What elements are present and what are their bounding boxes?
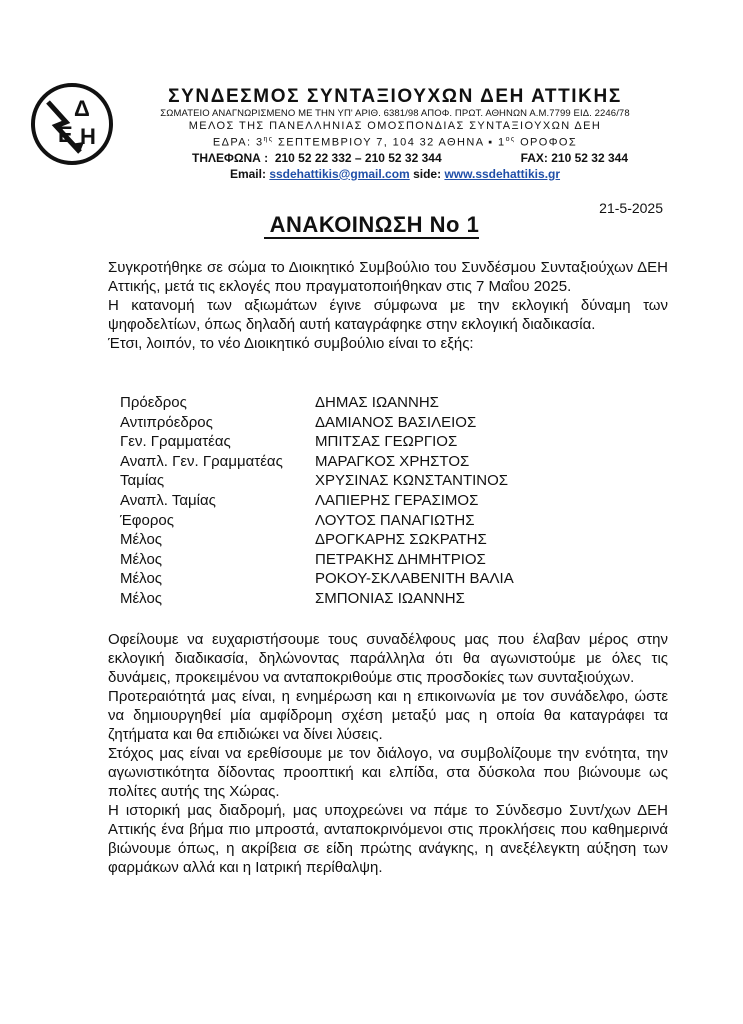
board-role: Έφορος xyxy=(120,511,174,529)
organization-name: ΣΥΝΔΕΣΜΟΣ ΣΥΝΤΑΞΙΟΥΧΩΝ ΔΕΗ ΑΤΤΙΚΗΣ xyxy=(168,86,622,107)
letterhead xyxy=(130,86,660,182)
logo-letter-3: Η xyxy=(80,124,96,149)
association-logo xyxy=(30,82,114,166)
board-list xyxy=(120,393,514,609)
board-member-name: ΛΟΥΤΟΣ ΠΑΝΑΓΙΩΤΗΣ xyxy=(315,511,475,529)
board-member-name: ΜΠΙΤΣΑΣ ΓΕΩΡΓΙΟΣ xyxy=(315,433,458,451)
intro-paragraph-2: Η κατανομή των αξιωμάτων έγινε σύμφωνα με την εκλογική δύναμη των ψηφοδελτίων, όπως δηλαδή αυτή καταγράφηκε στην εκλογική διαδικασία. xyxy=(108,297,668,333)
email-label: Email: xyxy=(229,166,266,181)
email-site-line xyxy=(130,166,660,182)
closing-paragraph-3: Στόχος μας είναι να ερεθίσουμε με τον διάλογο, να συμβολίζουμε την ενότητα, την αγωνιστικότητα δίδοντας προοπτική και ελπίδα, στα δύσκολα που βιώνουμε ως πολίτες αυτής της Χώρας. xyxy=(108,745,668,800)
closing-section xyxy=(108,630,668,877)
site-label: side: xyxy=(413,166,442,181)
logo-letter-1: Δ xyxy=(74,96,90,121)
logo-letter-2: Ε xyxy=(58,122,73,147)
board-row xyxy=(120,413,514,433)
board-role: Αναπλ. Ταμίας xyxy=(120,491,216,509)
board-role: Αντιπρόεδρος xyxy=(120,413,213,431)
intro-paragraph-1: Συγκροτήθηκε σε σώμα το Διοικητικό Συμβούλιο του Συνδέσμου Συνταξιούχων ΔΕΗ Αττικής, μετά τις εκλογές που πραγματοποιήθηκαν στις 7 Μαΐου 2025. xyxy=(108,259,668,295)
board-member-name: ΔΡΟΓΚΑΡΗΣ ΣΩΚΡΑΤΗΣ xyxy=(315,531,487,549)
phones-label: ΤΗΛΕΦΩΝΑ : xyxy=(192,150,269,165)
board-row xyxy=(120,491,514,511)
registration-info: ΣΩΜΑΤΕΙΟ ΑΝΑΓΝΩΡΙΣΜΕΝΟ ΜΕ ΤΗΝ ΥΠ' ΑΡΙΘ. 6381/98 ΑΠΟΦ. ΠΡΩΤ. ΑΘΗΝΩΝ Α.Μ.7799 ΕΙΔ. 2246/78 xyxy=(160,108,630,119)
board-row xyxy=(120,432,514,452)
contact-phones xyxy=(130,150,660,166)
document-title-wrap xyxy=(0,212,743,238)
address: ΕΔΡΑ: $3^{\eta\varsigma}$ ΣΕΠΤΕΜΒΡΙΟΥ 7, 104 32 ΑΘΗΝΑ ▪ $1^{o\varsigma}$ ΟΡΟΦΟΣ xyxy=(212,136,578,149)
board-row xyxy=(120,589,514,609)
board-role: Πρόεδρος xyxy=(120,394,187,411)
intro-paragraph-3: Έτσι, λοιπόν, το νέο Διοικητικό συμβούλιο είναι το εξής: xyxy=(108,335,474,352)
board-row xyxy=(120,452,514,472)
board-member-name: ΔΗΜΑΣ ΙΩΑΝΝΗΣ xyxy=(315,394,439,411)
document-date: 21-5-2025 xyxy=(599,200,663,216)
board-row xyxy=(120,511,514,531)
board-role: Μέλος xyxy=(120,531,163,549)
email-link[interactable]: ssdehattikis@gmail.com xyxy=(269,166,410,181)
board-member-name: ΜΑΡΑΓΚΟΣ ΧΡΗΣΤΟΣ xyxy=(315,452,470,470)
federation-membership: ΜΕΛΟΣ ΤΗΣ ΠΑΝΕΛΛΗΝΙΑΣ ΟΜΟΣΠΟΝΔΙΑΣ ΣΥΝΤΑΞΙΟΥΧΩΝ ΔΕΗ xyxy=(188,120,602,132)
board-role: Αναπλ. Γεν. Γραμματέας xyxy=(120,452,283,470)
board-role: Μέλος xyxy=(120,550,163,568)
board-row xyxy=(120,550,514,570)
board-row xyxy=(120,569,514,589)
document-title: ΑΝΑΚΟΙΝΩΣΗ Νο 1 xyxy=(264,212,480,239)
board-role: Μέλος xyxy=(120,570,163,588)
board-member-name: ΡΟΚΟΥ-ΣΚΛΑΒΕΝΙΤΗ ΒΑΛΙΑ xyxy=(315,570,514,588)
board-member-name: ΧΡΥΣΙΝΑΣ ΚΩΝΣΤΑΝΤΙΝΟΣ xyxy=(315,472,509,490)
closing-paragraph-1: Οφείλουμε να ευχαριστήσουμε τους συναδέλφους μας που έλαβαν μέρος στην εκλογική διαδικασία, δηλώνοντας παράλληλα ότι θα αγωνιστούμε με όλες τις δυνάμεις, προκειμένου να ανταποκριθούμε στις προσδοκίες των συνταξιούχων. xyxy=(108,631,668,686)
board-member-name: ΛΑΠΙΕΡΗΣ ΓΕΡΑΣΙΜΟΣ xyxy=(315,491,479,509)
board-row xyxy=(120,471,514,491)
website-link[interactable]: www.ssdehattikis.gr xyxy=(444,166,561,181)
board-member-name: ΣΜΠΟΝΙΑΣ ΙΩΑΝΝΗΣ xyxy=(315,589,465,607)
intro-section xyxy=(108,258,668,353)
board-row xyxy=(120,393,514,413)
board-member-name: ΠΕΤΡΑΚΗΣ ΔΗΜΗΤΡΙΟΣ xyxy=(315,550,486,568)
closing-paragraph-4: Η ιστορική μας διαδρομή, μας υποχρεώνει να πάμε το Σύνδεσμο Συντ/χων ΔΕΗ Αττικής ένα βήμα πιο μπροστά, ανταποκρινόμενοι στις προκλήσεις που καθημερινά βιώνουμε όπως, η ακρίβεια σε είδη πρώτης ανάγκης, η ανεξέλεγκτη αύξηση των φαρμάκων αλλά και η Ιατρική περίθαλψη. xyxy=(108,802,668,876)
fax-number: FAX: 210 52 32 344 xyxy=(520,150,628,165)
closing-paragraph-2: Προτεραιότητά μας είναι, η ενημέρωση και η επικοινωνία με τον συνάδελφο, ώστε να δημιουργηθεί μία αμφίδρομη σχέση μεταξύ μας η οποία θα καταγράφει τα ζητήματα και θα επιδιώκει να δίνει λύσεις. xyxy=(108,688,668,743)
board-member-name: ΔΑΜΙΑΝΟΣ ΒΑΣΙΛΕΙΟΣ xyxy=(315,413,477,431)
board-row xyxy=(120,530,514,550)
board-role: Ταμίας xyxy=(120,472,165,490)
board-role: Γεν. Γραμματέας xyxy=(120,433,231,451)
board-role: Μέλος xyxy=(120,589,163,607)
phone-numbers: 210 52 22 332 – 210 52 32 344 xyxy=(274,150,442,165)
